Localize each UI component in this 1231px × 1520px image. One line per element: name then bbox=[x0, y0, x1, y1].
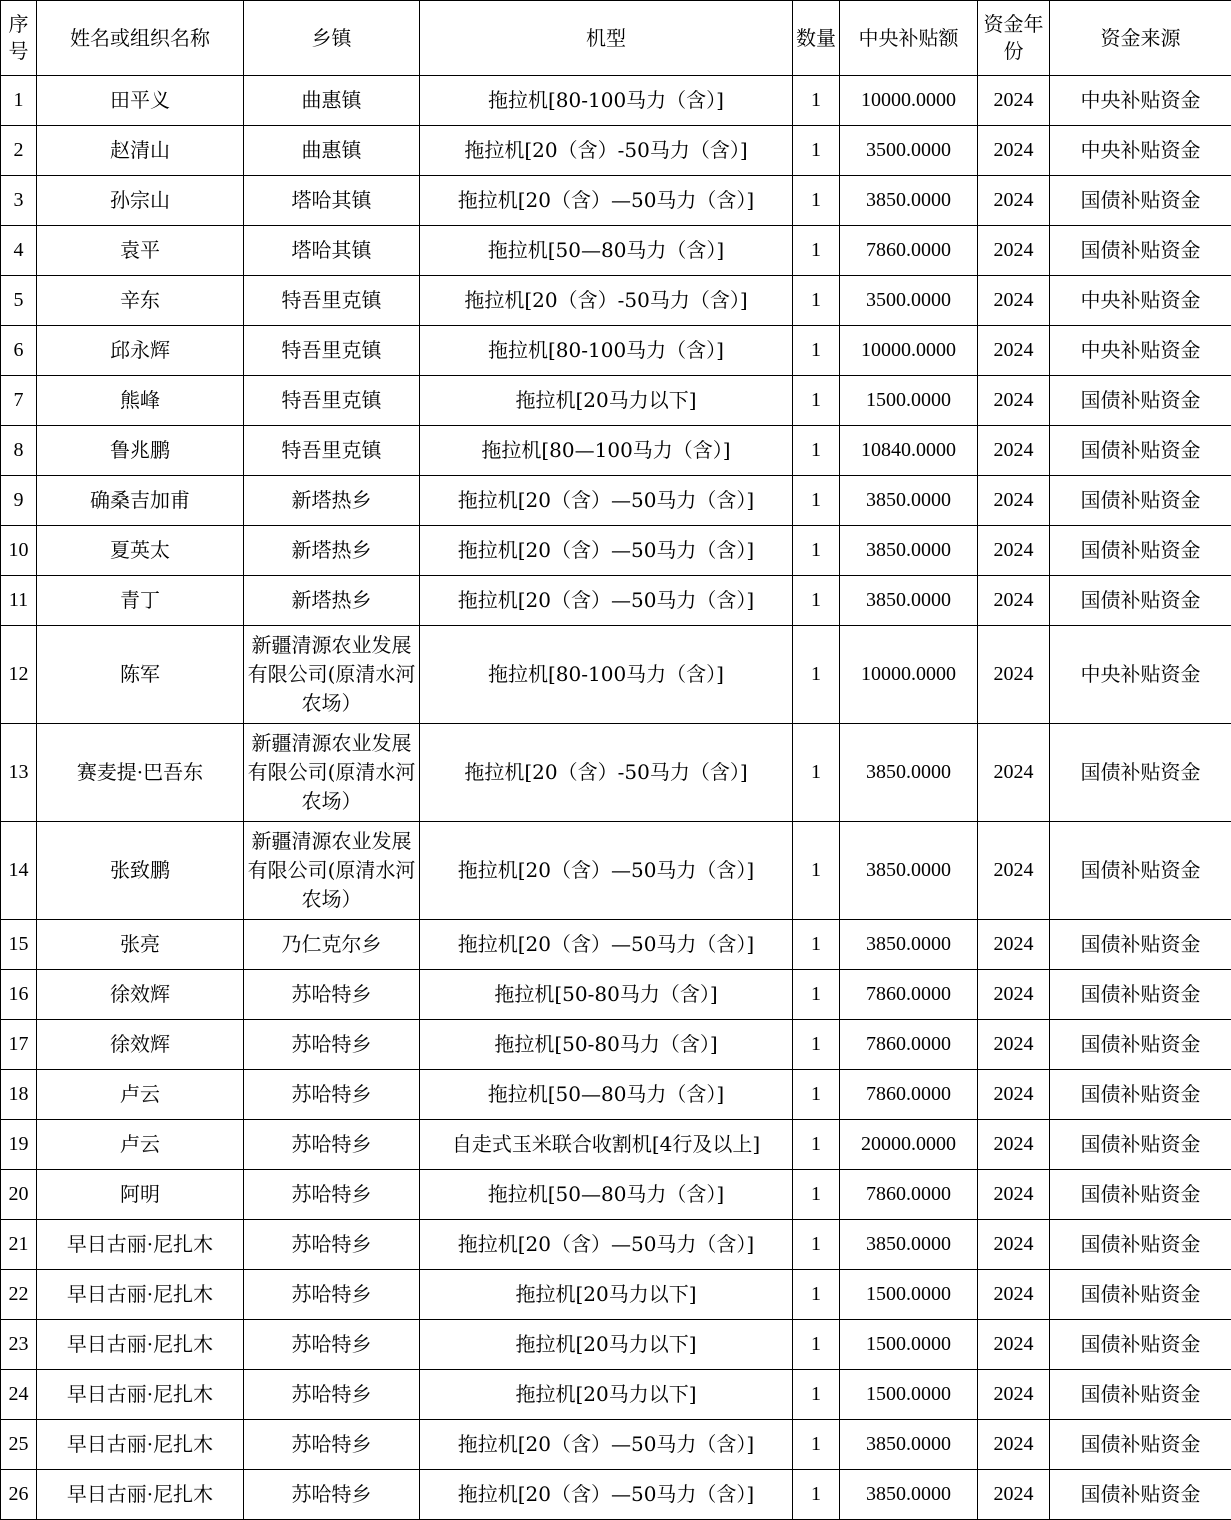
cell-model: 拖拉机[50—80马力（含）] bbox=[420, 1170, 793, 1220]
cell-model: 拖拉机[20（含）—50马力（含）] bbox=[420, 176, 793, 226]
cell-seq: 7 bbox=[1, 376, 37, 426]
cell-town: 苏哈特乡 bbox=[244, 1220, 420, 1270]
cell-year: 2024 bbox=[978, 176, 1050, 226]
cell-year: 2024 bbox=[978, 326, 1050, 376]
cell-subsidy: 3500.0000 bbox=[840, 126, 978, 176]
cell-model: 拖拉机[20（含）—50马力（含）] bbox=[420, 822, 793, 920]
cell-year: 2024 bbox=[978, 376, 1050, 426]
cell-town: 苏哈特乡 bbox=[244, 1070, 420, 1120]
cell-subsidy: 3850.0000 bbox=[840, 1420, 978, 1470]
cell-seq: 11 bbox=[1, 576, 37, 626]
table-row bbox=[1, 1120, 1231, 1170]
cell-source: 国债补贴资金 bbox=[1050, 1220, 1231, 1270]
cell-qty: 1 bbox=[793, 376, 840, 426]
cell-qty: 1 bbox=[793, 276, 840, 326]
cell-year: 2024 bbox=[978, 226, 1050, 276]
cell-year: 2024 bbox=[978, 626, 1050, 724]
cell-subsidy: 1500.0000 bbox=[840, 376, 978, 426]
cell-qty: 1 bbox=[793, 226, 840, 276]
cell-subsidy: 3850.0000 bbox=[840, 920, 978, 970]
cell-name: 早日古丽·尼扎木 bbox=[37, 1220, 244, 1270]
cell-name: 鲁兆鹏 bbox=[37, 426, 244, 476]
cell-name: 辛东 bbox=[37, 276, 244, 326]
cell-seq: 20 bbox=[1, 1170, 37, 1220]
cell-qty: 1 bbox=[793, 1020, 840, 1070]
cell-source: 国债补贴资金 bbox=[1050, 1370, 1231, 1420]
cell-subsidy: 3850.0000 bbox=[840, 476, 978, 526]
cell-town: 苏哈特乡 bbox=[244, 970, 420, 1020]
cell-name: 阿明 bbox=[37, 1170, 244, 1220]
cell-subsidy: 7860.0000 bbox=[840, 226, 978, 276]
cell-subsidy: 7860.0000 bbox=[840, 1170, 978, 1220]
cell-seq: 13 bbox=[1, 724, 37, 822]
cell-seq: 14 bbox=[1, 822, 37, 920]
cell-town: 特吾里克镇 bbox=[244, 376, 420, 426]
cell-name: 早日古丽·尼扎木 bbox=[37, 1420, 244, 1470]
header-subsidy: 中央补贴额 bbox=[840, 1, 978, 76]
table-row bbox=[1, 476, 1231, 526]
table-row bbox=[1, 920, 1231, 970]
cell-seq: 6 bbox=[1, 326, 37, 376]
cell-qty: 1 bbox=[793, 476, 840, 526]
cell-seq: 10 bbox=[1, 526, 37, 576]
cell-model: 拖拉机[20（含）—50马力（含）] bbox=[420, 1220, 793, 1270]
header-source: 资金来源 bbox=[1050, 1, 1231, 76]
header-qty: 数量 bbox=[793, 1, 840, 76]
cell-town: 苏哈特乡 bbox=[244, 1120, 420, 1170]
cell-subsidy: 10840.0000 bbox=[840, 426, 978, 476]
cell-seq: 21 bbox=[1, 1220, 37, 1270]
cell-name: 徐效辉 bbox=[37, 970, 244, 1020]
cell-source: 国债补贴资金 bbox=[1050, 1270, 1231, 1320]
cell-qty: 1 bbox=[793, 1320, 840, 1370]
cell-town: 特吾里克镇 bbox=[244, 326, 420, 376]
header-seq: 序号 bbox=[1, 1, 37, 76]
cell-subsidy: 1500.0000 bbox=[840, 1270, 978, 1320]
cell-seq: 9 bbox=[1, 476, 37, 526]
cell-qty: 1 bbox=[793, 576, 840, 626]
cell-seq: 12 bbox=[1, 626, 37, 724]
cell-seq: 25 bbox=[1, 1420, 37, 1470]
cell-subsidy: 3850.0000 bbox=[840, 176, 978, 226]
cell-name: 张亮 bbox=[37, 920, 244, 970]
table-row bbox=[1, 526, 1231, 576]
cell-source: 国债补贴资金 bbox=[1050, 920, 1231, 970]
cell-qty: 1 bbox=[793, 1120, 840, 1170]
cell-source: 国债补贴资金 bbox=[1050, 426, 1231, 476]
table-row bbox=[1, 126, 1231, 176]
cell-model: 拖拉机[20马力以下] bbox=[420, 1370, 793, 1420]
cell-year: 2024 bbox=[978, 476, 1050, 526]
cell-source: 国债补贴资金 bbox=[1050, 970, 1231, 1020]
cell-year: 2024 bbox=[978, 276, 1050, 326]
cell-subsidy: 1500.0000 bbox=[840, 1370, 978, 1420]
cell-year: 2024 bbox=[978, 426, 1050, 476]
cell-source: 中央补贴资金 bbox=[1050, 76, 1231, 126]
cell-name: 张致鹏 bbox=[37, 822, 244, 920]
cell-qty: 1 bbox=[793, 822, 840, 920]
cell-year: 2024 bbox=[978, 126, 1050, 176]
cell-source: 国债补贴资金 bbox=[1050, 822, 1231, 920]
cell-subsidy: 3850.0000 bbox=[840, 526, 978, 576]
cell-year: 2024 bbox=[978, 1020, 1050, 1070]
cell-subsidy: 7860.0000 bbox=[840, 1020, 978, 1070]
cell-subsidy: 3850.0000 bbox=[840, 724, 978, 822]
cell-town: 苏哈特乡 bbox=[244, 1270, 420, 1320]
header-model: 机型 bbox=[420, 1, 793, 76]
cell-seq: 19 bbox=[1, 1120, 37, 1170]
cell-qty: 1 bbox=[793, 1420, 840, 1470]
cell-seq: 4 bbox=[1, 226, 37, 276]
cell-town: 苏哈特乡 bbox=[244, 1370, 420, 1420]
cell-source: 国债补贴资金 bbox=[1050, 1120, 1231, 1170]
table-row bbox=[1, 822, 1231, 920]
cell-model: 拖拉机[20（含）—50马力（含）] bbox=[420, 476, 793, 526]
table-row bbox=[1, 326, 1231, 376]
cell-name: 邱永辉 bbox=[37, 326, 244, 376]
cell-qty: 1 bbox=[793, 626, 840, 724]
cell-qty: 1 bbox=[793, 526, 840, 576]
cell-subsidy: 1500.0000 bbox=[840, 1320, 978, 1370]
cell-model: 拖拉机[50—80马力（含）] bbox=[420, 1070, 793, 1120]
table-row bbox=[1, 1020, 1231, 1070]
cell-seq: 17 bbox=[1, 1020, 37, 1070]
cell-name: 早日古丽·尼扎木 bbox=[37, 1370, 244, 1420]
cell-qty: 1 bbox=[793, 76, 840, 126]
cell-qty: 1 bbox=[793, 970, 840, 1020]
cell-town: 苏哈特乡 bbox=[244, 1020, 420, 1070]
cell-model: 拖拉机[80—100马力（含）] bbox=[420, 426, 793, 476]
cell-subsidy: 20000.0000 bbox=[840, 1120, 978, 1170]
cell-model: 拖拉机[20（含）—50马力（含）] bbox=[420, 920, 793, 970]
cell-town: 新疆清源农业发展有限公司(原清水河农场） bbox=[244, 724, 420, 822]
cell-qty: 1 bbox=[793, 176, 840, 226]
table-row bbox=[1, 1220, 1231, 1270]
cell-model: 拖拉机[50-80马力（含）] bbox=[420, 1020, 793, 1070]
cell-source: 国债补贴资金 bbox=[1050, 526, 1231, 576]
cell-name: 徐效辉 bbox=[37, 1020, 244, 1070]
cell-town: 苏哈特乡 bbox=[244, 1320, 420, 1370]
cell-seq: 2 bbox=[1, 126, 37, 176]
cell-year: 2024 bbox=[978, 1170, 1050, 1220]
cell-source: 国债补贴资金 bbox=[1050, 1470, 1231, 1520]
cell-town: 新塔热乡 bbox=[244, 526, 420, 576]
cell-model: 拖拉机[50-80马力（含）] bbox=[420, 970, 793, 1020]
cell-qty: 1 bbox=[793, 126, 840, 176]
cell-year: 2024 bbox=[978, 1470, 1050, 1520]
cell-model: 拖拉机[20（含）—50马力（含）] bbox=[420, 1420, 793, 1470]
cell-model: 拖拉机[80-100马力（含）] bbox=[420, 626, 793, 724]
cell-subsidy: 10000.0000 bbox=[840, 76, 978, 126]
cell-year: 2024 bbox=[978, 1120, 1050, 1170]
cell-qty: 1 bbox=[793, 724, 840, 822]
cell-name: 孙宗山 bbox=[37, 176, 244, 226]
cell-year: 2024 bbox=[978, 920, 1050, 970]
cell-model: 拖拉机[20（含）-50马力（含）] bbox=[420, 724, 793, 822]
cell-source: 国债补贴资金 bbox=[1050, 576, 1231, 626]
cell-qty: 1 bbox=[793, 1370, 840, 1420]
cell-qty: 1 bbox=[793, 1270, 840, 1320]
cell-seq: 15 bbox=[1, 920, 37, 970]
cell-model: 拖拉机[20马力以下] bbox=[420, 1270, 793, 1320]
cell-name: 早日古丽·尼扎木 bbox=[37, 1320, 244, 1370]
header-name: 姓名或组织名称 bbox=[37, 1, 244, 76]
cell-model: 拖拉机[80-100马力（含）] bbox=[420, 326, 793, 376]
table-row bbox=[1, 76, 1231, 126]
cell-qty: 1 bbox=[793, 1470, 840, 1520]
cell-model: 拖拉机[20马力以下] bbox=[420, 1320, 793, 1370]
cell-source: 中央补贴资金 bbox=[1050, 126, 1231, 176]
cell-seq: 16 bbox=[1, 970, 37, 1020]
cell-year: 2024 bbox=[978, 1420, 1050, 1470]
cell-subsidy: 3850.0000 bbox=[840, 576, 978, 626]
cell-town: 特吾里克镇 bbox=[244, 426, 420, 476]
cell-town: 曲惠镇 bbox=[244, 126, 420, 176]
table-row bbox=[1, 576, 1231, 626]
cell-seq: 5 bbox=[1, 276, 37, 326]
table-row bbox=[1, 426, 1231, 476]
table-row bbox=[1, 176, 1231, 226]
cell-town: 苏哈特乡 bbox=[244, 1420, 420, 1470]
cell-town: 新疆清源农业发展有限公司(原清水河农场） bbox=[244, 626, 420, 724]
cell-source: 国债补贴资金 bbox=[1050, 1170, 1231, 1220]
cell-model: 拖拉机[20（含）—50马力（含）] bbox=[420, 576, 793, 626]
cell-subsidy: 10000.0000 bbox=[840, 626, 978, 724]
cell-model: 拖拉机[20马力以下] bbox=[420, 376, 793, 426]
cell-year: 2024 bbox=[978, 1070, 1050, 1120]
table-row bbox=[1, 376, 1231, 426]
cell-name: 夏英太 bbox=[37, 526, 244, 576]
cell-seq: 1 bbox=[1, 76, 37, 126]
cell-town: 新塔热乡 bbox=[244, 576, 420, 626]
cell-subsidy: 3850.0000 bbox=[840, 822, 978, 920]
cell-qty: 1 bbox=[793, 1220, 840, 1270]
cell-year: 2024 bbox=[978, 1320, 1050, 1370]
cell-year: 2024 bbox=[978, 1220, 1050, 1270]
cell-model: 拖拉机[20（含）—50马力（含）] bbox=[420, 526, 793, 576]
cell-name: 早日古丽·尼扎木 bbox=[37, 1270, 244, 1320]
cell-town: 苏哈特乡 bbox=[244, 1170, 420, 1220]
cell-source: 中央补贴资金 bbox=[1050, 626, 1231, 724]
cell-seq: 8 bbox=[1, 426, 37, 476]
cell-name: 卢云 bbox=[37, 1070, 244, 1120]
cell-town: 曲惠镇 bbox=[244, 76, 420, 126]
cell-source: 国债补贴资金 bbox=[1050, 1020, 1231, 1070]
cell-town: 特吾里克镇 bbox=[244, 276, 420, 326]
cell-qty: 1 bbox=[793, 1070, 840, 1120]
table-row bbox=[1, 1270, 1231, 1320]
cell-qty: 1 bbox=[793, 1170, 840, 1220]
cell-seq: 24 bbox=[1, 1370, 37, 1420]
cell-source: 国债补贴资金 bbox=[1050, 1420, 1231, 1470]
cell-name: 早日古丽·尼扎木 bbox=[37, 1470, 244, 1520]
cell-name: 青丁 bbox=[37, 576, 244, 626]
table-row bbox=[1, 1070, 1231, 1120]
cell-name: 陈军 bbox=[37, 626, 244, 724]
cell-source: 中央补贴资金 bbox=[1050, 276, 1231, 326]
table-row bbox=[1, 1470, 1231, 1520]
cell-name: 田平义 bbox=[37, 76, 244, 126]
cell-seq: 23 bbox=[1, 1320, 37, 1370]
cell-model: 自走式玉米联合收割机[4行及以上] bbox=[420, 1120, 793, 1170]
cell-year: 2024 bbox=[978, 1270, 1050, 1320]
cell-town: 塔哈其镇 bbox=[244, 226, 420, 276]
cell-name: 确桑吉加甫 bbox=[37, 476, 244, 526]
cell-town: 塔哈其镇 bbox=[244, 176, 420, 226]
table-row bbox=[1, 276, 1231, 326]
header-town: 乡镇 bbox=[244, 1, 420, 76]
cell-year: 2024 bbox=[978, 576, 1050, 626]
cell-qty: 1 bbox=[793, 920, 840, 970]
cell-town: 苏哈特乡 bbox=[244, 1470, 420, 1520]
cell-year: 2024 bbox=[978, 724, 1050, 822]
cell-town: 新塔热乡 bbox=[244, 476, 420, 526]
cell-name: 卢云 bbox=[37, 1120, 244, 1170]
cell-source: 国债补贴资金 bbox=[1050, 176, 1231, 226]
cell-source: 国债补贴资金 bbox=[1050, 1070, 1231, 1120]
cell-source: 国债补贴资金 bbox=[1050, 1320, 1231, 1370]
cell-name: 赛麦提·巴吾东 bbox=[37, 724, 244, 822]
cell-source: 中央补贴资金 bbox=[1050, 326, 1231, 376]
table-row bbox=[1, 626, 1231, 724]
cell-seq: 3 bbox=[1, 176, 37, 226]
cell-town: 乃仁克尔乡 bbox=[244, 920, 420, 970]
table-row bbox=[1, 226, 1231, 276]
cell-seq: 18 bbox=[1, 1070, 37, 1120]
cell-model: 拖拉机[50—80马力（含）] bbox=[420, 226, 793, 276]
cell-qty: 1 bbox=[793, 326, 840, 376]
cell-model: 拖拉机[20（含）-50马力（含）] bbox=[420, 126, 793, 176]
cell-name: 袁平 bbox=[37, 226, 244, 276]
cell-town: 新疆清源农业发展有限公司(原清水河农场） bbox=[244, 822, 420, 920]
table-row bbox=[1, 724, 1231, 822]
cell-subsidy: 10000.0000 bbox=[840, 326, 978, 376]
table-row bbox=[1, 1170, 1231, 1220]
header-year: 资金年份 bbox=[978, 1, 1050, 76]
table-row bbox=[1, 970, 1231, 1020]
header-row bbox=[1, 1, 1231, 76]
cell-name: 熊峰 bbox=[37, 376, 244, 426]
table-row bbox=[1, 1320, 1231, 1370]
cell-year: 2024 bbox=[978, 526, 1050, 576]
cell-year: 2024 bbox=[978, 1370, 1050, 1420]
cell-source: 国债补贴资金 bbox=[1050, 476, 1231, 526]
cell-source: 国债补贴资金 bbox=[1050, 724, 1231, 822]
cell-subsidy: 7860.0000 bbox=[840, 1070, 978, 1120]
cell-model: 拖拉机[20（含）-50马力（含）] bbox=[420, 276, 793, 326]
table-row bbox=[1, 1370, 1231, 1420]
cell-model: 拖拉机[20（含）—50马力（含）] bbox=[420, 1470, 793, 1520]
cell-subsidy: 3850.0000 bbox=[840, 1470, 978, 1520]
cell-qty: 1 bbox=[793, 426, 840, 476]
cell-source: 国债补贴资金 bbox=[1050, 376, 1231, 426]
cell-seq: 26 bbox=[1, 1470, 37, 1520]
cell-subsidy: 3500.0000 bbox=[840, 276, 978, 326]
cell-seq: 22 bbox=[1, 1270, 37, 1320]
table-body bbox=[1, 76, 1231, 1520]
cell-name: 赵清山 bbox=[37, 126, 244, 176]
table-row bbox=[1, 1420, 1231, 1470]
cell-year: 2024 bbox=[978, 76, 1050, 126]
cell-source: 国债补贴资金 bbox=[1050, 226, 1231, 276]
cell-subsidy: 7860.0000 bbox=[840, 970, 978, 1020]
cell-year: 2024 bbox=[978, 822, 1050, 920]
cell-model: 拖拉机[80-100马力（含）] bbox=[420, 76, 793, 126]
cell-year: 2024 bbox=[978, 970, 1050, 1020]
cell-subsidy: 3850.0000 bbox=[840, 1220, 978, 1270]
